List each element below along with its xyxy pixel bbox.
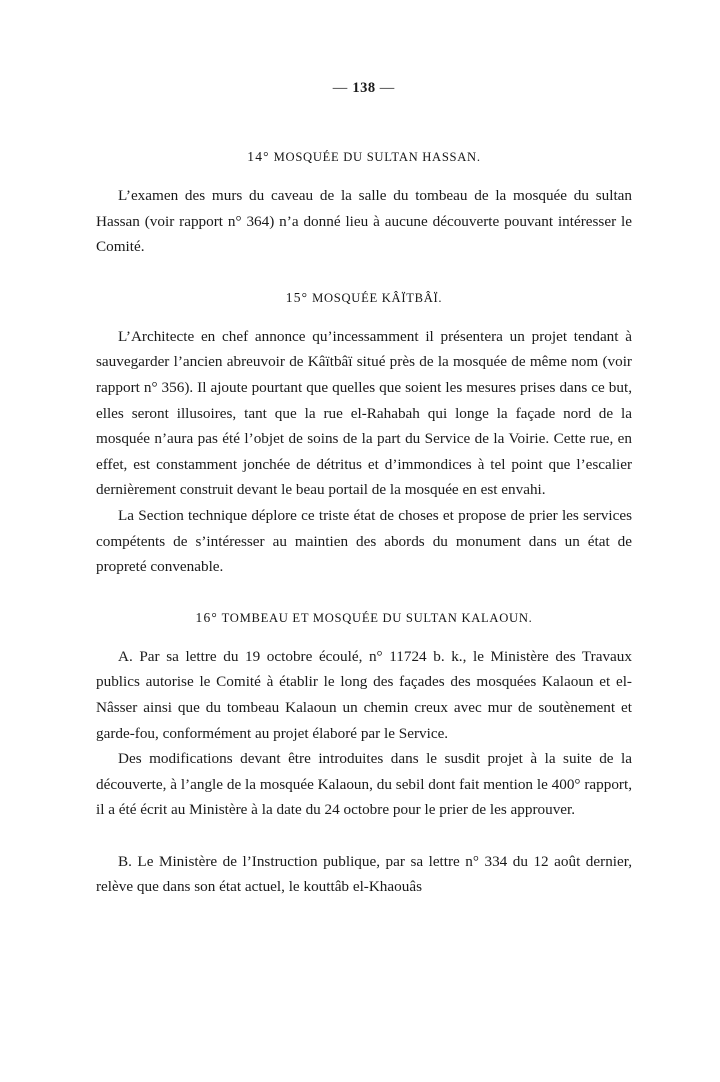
section-title-16: TOMBEAU ET MOSQUÉE DU SULTAN KALAOUN. bbox=[221, 610, 533, 625]
spacer bbox=[96, 260, 632, 290]
section-number-16: 16° bbox=[195, 609, 219, 625]
paragraph: L’examen des murs du caveau de la salle du tombeau de la mosquée du sultan Hassan (voir rapport n° 364) n’a donné lieu à aucune découverte pouvant intéresser le Comité. bbox=[96, 187, 632, 256]
section-title-15: MOSQUÉE KÂÏTBÂÏ. bbox=[312, 290, 443, 305]
paragraph: La Section technique déplore ce triste état de choses et propose de prier les services compétents de s’intéresser au maintien des abords du monument dans un état de propreté convenable. bbox=[96, 506, 632, 576]
folio-number: 138 bbox=[352, 80, 376, 96]
section-number-14: 14° bbox=[247, 149, 270, 164]
page-folio bbox=[96, 80, 632, 97]
folio-dash-right: — bbox=[379, 80, 396, 96]
paragraph: B. Le Ministère de l’Instruction publique, par sa lettre n° 334 du 12 août dernier, relève que dans son état actuel, le kouttâb el-Khaouâs bbox=[96, 852, 632, 896]
page-content bbox=[96, 80, 632, 900]
spacer bbox=[96, 580, 632, 610]
paragraph: A. Par sa lettre du 19 octobre écoulé, n° 11724 b. k., le Ministère des Travaux publics autorise le Comité à établir le long des façades des mosquées Kalaoun et el-Nâsser ainsi que du tombeau Kalaoun un chemin creux avec mur de soutènement et garde-fou, conformément au projet élaboré par le Service. bbox=[96, 647, 632, 742]
spacer bbox=[96, 823, 632, 849]
folio-dash-left: — bbox=[332, 80, 349, 96]
section-heading-16 bbox=[96, 610, 632, 626]
paragraph: Des modifications devant être introduites dans le susdit projet à la suite de la découverte, à l’angle de la mosquée Kalaoun, du sebil dont fait mention le 400° rapport, il a été écrit au Ministère à la date du 24 octobre pour le prier de les approuver. bbox=[96, 750, 632, 819]
section-number-15: 15° bbox=[285, 289, 309, 305]
section-heading-15 bbox=[96, 290, 632, 306]
paragraph: L’Architecte en chef annonce qu’incessamment il présentera un projet tendant à sauvegarder l’ancien abreuvoir de Kâïtbâï situé près de la mosquée de même nom (voir rapport n° 356). Il ajoute pourtant que quelles que soient les mesures prises dans ce but, elles seront illusoires, tant que la rue el-Rahabah qui longe la façade nord de la mosquée n’aura pas été l’objet de soins de la part du Service de la Voirie. Cette rue, en effet, est constamment jonchée de détritus et d’immondices à tel point que l’escalier dernièrement construit devant le beau portail de la mosquée en est envahi. bbox=[96, 327, 632, 499]
section-title-14: MOSQUÉE DU SULTAN HASSAN. bbox=[273, 150, 481, 164]
section-heading-14 bbox=[96, 149, 632, 165]
